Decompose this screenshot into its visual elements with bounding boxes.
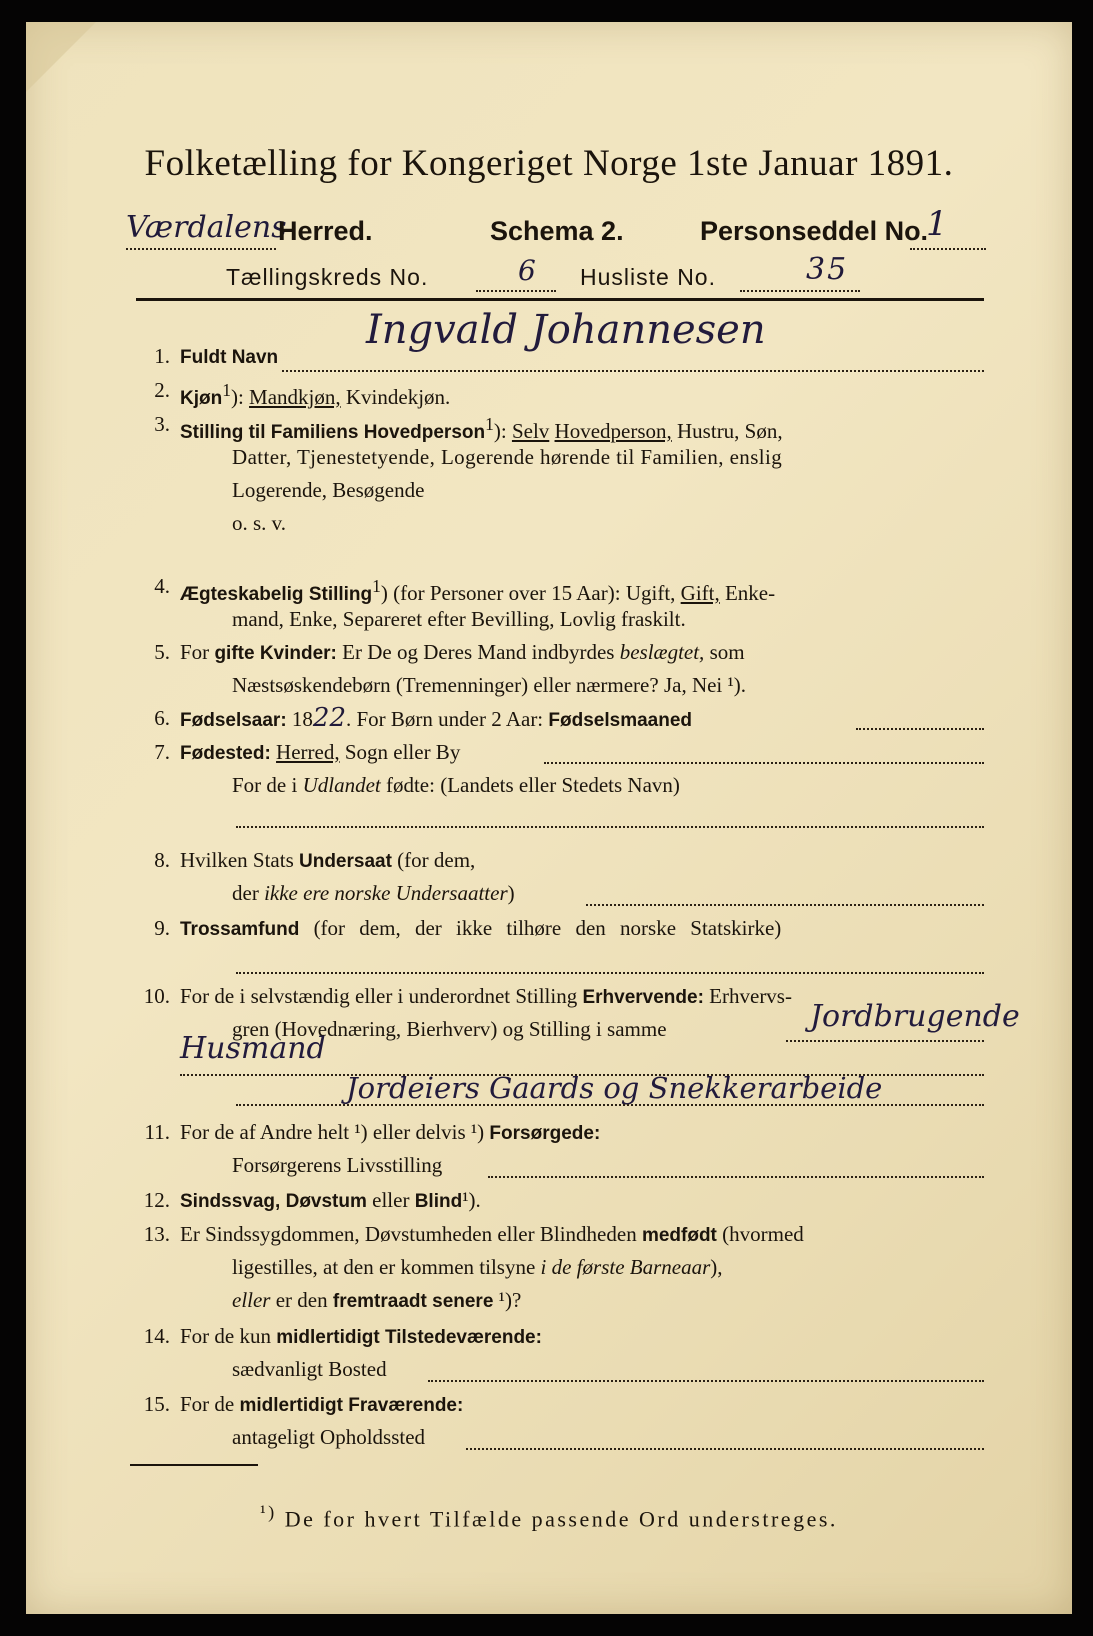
q9-label: Trossamfund — [180, 919, 300, 940]
q10-tail: Erhvervs- — [703, 984, 792, 1008]
q15-pre: For de — [180, 1392, 240, 1416]
q8-number: 8. — [154, 848, 170, 872]
q4-number: 4. — [154, 574, 170, 598]
q1-dotted-line — [282, 370, 984, 372]
q10-dotted-line-1 — [786, 1040, 984, 1042]
q14-label: midlertidigt Tilstedeværende: — [276, 1327, 542, 1348]
kreds-husliste-line — [226, 252, 986, 298]
q15-label: midlertidigt Fraværende: — [239, 1395, 464, 1416]
q7-number: 7. — [154, 740, 170, 764]
q9-tail: (for dem, der ikke tilhøre den norske Statskirke) — [299, 916, 782, 940]
q5-number: 5. — [154, 640, 170, 664]
q2-footnote-mark: 1 — [222, 380, 231, 400]
question-15 — [26, 1388, 1072, 1454]
q10-dotted-line-3 — [236, 1104, 984, 1106]
q7-label: Fødested: — [180, 743, 271, 764]
q5-beslaegtet: beslægtet, — [619, 640, 705, 664]
q3-line3: Logerende, Besøgende — [232, 478, 425, 502]
q10-answer-arbeide: Jordeiers Gaards og Snekkerarbeide — [346, 1071, 883, 1105]
q13-tail: (hvormed — [716, 1222, 804, 1246]
q8-dotted-line — [586, 904, 984, 906]
form-title: Folketælling for Kongeriget Norge 1ste Januar 1891. — [144, 143, 954, 184]
q6-year-handwritten: 22 — [312, 703, 346, 733]
kreds-dotted-line — [476, 290, 556, 292]
q3-option-hovedperson: Hovedperson, — [554, 419, 672, 443]
q13-line2-pre: ligestilles, at den er kommen tilsyne — [232, 1255, 541, 1279]
q2-option-kvindekjon: Kvindekjøn. — [340, 385, 451, 409]
q4-option-gift: Gift, — [680, 581, 720, 605]
q6-year-prefix: 18 — [286, 707, 313, 731]
q8-line2-tail: ) — [507, 881, 515, 905]
footnote — [26, 1502, 1072, 1532]
q14-dotted-line — [428, 1380, 984, 1382]
question-12 — [26, 1184, 1072, 1218]
personseddel-label: Personseddel No. — [700, 216, 929, 246]
q1-answer-name: Ingvald Johannesen — [366, 307, 766, 353]
q3-line1-tail: Hustru, Søn, — [671, 419, 783, 443]
q13-label: medfødt — [641, 1225, 717, 1246]
kreds-no: 6 — [518, 254, 536, 287]
question-9 — [26, 912, 1072, 978]
q7-dotted-line-1 — [544, 762, 984, 764]
question-5 — [26, 636, 1072, 702]
q7-dotted-line-2 — [236, 826, 984, 828]
header-rule — [136, 298, 984, 301]
q15-line2: antageligt Opholdssted — [232, 1425, 426, 1449]
footnote-rule — [130, 1464, 258, 1466]
q8-line2-pre: der — [232, 881, 265, 905]
q7-rest: Sogn eller By — [339, 740, 461, 764]
q5-pre: For — [180, 640, 215, 664]
q6-mid: For Børn under 2 Aar: — [356, 707, 549, 731]
q8-line2-italic: ikke ere norske Undersaatter — [264, 881, 508, 905]
q3-option-selv: Selv — [511, 419, 550, 443]
q13-pre: Er Sindssygdommen, Døvstumheden eller Blindheden — [180, 1222, 642, 1246]
q13-number: 13. — [143, 1222, 170, 1246]
kreds-label: Tællingskreds No. — [226, 264, 429, 290]
footnote-text: De for hvert Tilfælde passende Ord understreges. — [276, 1506, 838, 1532]
q13-line3-italic: eller — [232, 1288, 271, 1312]
q12-tail: ¹). — [462, 1188, 481, 1212]
q10-line2: gren (Hovednæring, Bierhverv) og Stilling i samme — [232, 1017, 667, 1041]
q15-dotted-line — [466, 1448, 984, 1450]
question-10 — [26, 980, 1072, 1112]
q10-label: Erhvervende: — [582, 987, 704, 1008]
q7-line2-pre: For de i — [232, 773, 303, 797]
q11-pre: For de af Andre helt ¹) eller delvis ¹) — [180, 1120, 490, 1144]
q12-mid: eller — [366, 1188, 415, 1212]
q13-line2-italic: i de første Barneaar — [540, 1255, 711, 1279]
question-2 — [26, 374, 1072, 408]
q10-pre: For de i selvstændig eller i underordnet Stilling — [180, 984, 583, 1008]
husliste-no: 35 — [806, 252, 849, 287]
q13-line3-label: fremtraadt senere — [332, 1291, 494, 1312]
q7-line2-tail: fødte: (Landets eller Stedets Navn) — [380, 773, 680, 797]
q11-dotted-line — [488, 1176, 984, 1178]
q4-label: Ægteskabelig Stilling — [180, 584, 373, 605]
q5-label: gifte Kvinder: — [214, 643, 337, 664]
q10-answer-jordbrugende: Jordbrugende — [810, 999, 1020, 1034]
schema-label: Schema 2. — [490, 216, 624, 246]
q4-line2: mand, Enke, Separeret efter Bevilling, Lovlig fraskilt. — [232, 607, 686, 631]
q8-tail: (for dem, — [391, 848, 476, 872]
q14-number: 14. — [143, 1324, 170, 1348]
herred-dotted-line — [126, 248, 276, 250]
question-4 — [26, 570, 1072, 636]
q10-number: 10. — [143, 984, 170, 1008]
q10-answer-husmand: Husmand — [180, 1031, 326, 1066]
husliste-label: Husliste No. — [580, 264, 716, 290]
q12-label: Sindssvag, Døvstum — [180, 1191, 367, 1212]
q11-number: 11. — [144, 1120, 170, 1144]
question-13 — [26, 1218, 1072, 1318]
q1-label: Fuldt Navn — [180, 347, 279, 368]
q11-label: Forsørgede: — [489, 1123, 601, 1144]
q5-tail: som — [704, 640, 745, 664]
q6-label-maaned: Fødselsmaaned — [548, 710, 693, 731]
personseddel-dotted-line — [910, 248, 986, 250]
q13-line3-tail: ¹)? — [493, 1288, 522, 1312]
q12-label-blind: Blind — [414, 1191, 463, 1212]
question-3 — [26, 408, 1072, 540]
q4-line1-mid: ) (for Personer over 15 Aar): Ugift, — [380, 581, 681, 605]
q8-label: Undersaat — [299, 851, 392, 872]
q8-pre: Hvilken Stats — [180, 848, 299, 872]
q4-footnote-mark: 1 — [372, 576, 381, 596]
q15-number: 15. — [143, 1392, 170, 1416]
q13-line2-tail: ), — [710, 1255, 723, 1279]
q3-label: Stilling til Familiens Hovedperson — [180, 422, 486, 443]
folded-corner — [26, 22, 96, 92]
q2-punct: ): — [230, 385, 250, 409]
q2-option-mandkjon: Mandkjøn, — [249, 385, 341, 409]
q13-line3-mid: er den — [270, 1288, 333, 1312]
q3-punct: ): — [493, 419, 512, 443]
q3-footnote-mark: 1 — [485, 414, 494, 434]
personseddel-no: 1 — [926, 204, 948, 244]
q2-label: Kjøn — [180, 388, 223, 409]
q3-number: 3. — [154, 412, 170, 436]
census-form-sheet — [26, 22, 1072, 1614]
herred-label: Herred. — [278, 216, 373, 246]
question-11 — [26, 1116, 1072, 1182]
q7-udlandet: Udlandet — [302, 773, 381, 797]
q3-line2: Datter, Tjenestetyende, Logerende hørende til Familien, enslig — [232, 445, 783, 469]
q5-mid: Er De og Deres Mand indbyrdes — [336, 640, 620, 664]
herred-schema-line — [126, 204, 986, 254]
footnote-mark: ¹) — [260, 1502, 277, 1522]
question-14 — [26, 1320, 1072, 1386]
question-7 — [26, 736, 1072, 836]
q9-dotted-line — [236, 972, 984, 974]
q1-number: 1. — [154, 344, 170, 368]
q9-number: 9. — [154, 916, 170, 940]
q4-line1-tail: Enke- — [719, 581, 776, 605]
q14-pre: For de kun — [180, 1324, 277, 1348]
q11-line2: Forsørgerens Livsstilling — [232, 1153, 443, 1177]
question-8 — [26, 844, 1072, 910]
q14-line2: sædvanligt Bosted — [232, 1357, 387, 1381]
q6-number: 6. — [154, 706, 170, 730]
q7-option-herred: Herred, — [276, 740, 340, 764]
question-6: 6. Fødselsaar: 1822. For Børn under 2 Aar: Fødselsmaaned — [26, 702, 1072, 736]
q5-line2: Næstsøskendebørn (Tremenninger) eller nærmere? Ja, Nei ¹). — [232, 673, 747, 697]
herred-handwritten: Værdalens — [126, 210, 287, 245]
q2-number: 2. — [154, 378, 170, 402]
q3-line4: o. s. v. — [232, 511, 287, 535]
q6-label: Fødselsaar: — [180, 710, 287, 731]
q6-dotted-line — [856, 728, 984, 730]
husliste-dotted-line — [740, 290, 860, 292]
q12-number: 12. — [143, 1188, 170, 1212]
